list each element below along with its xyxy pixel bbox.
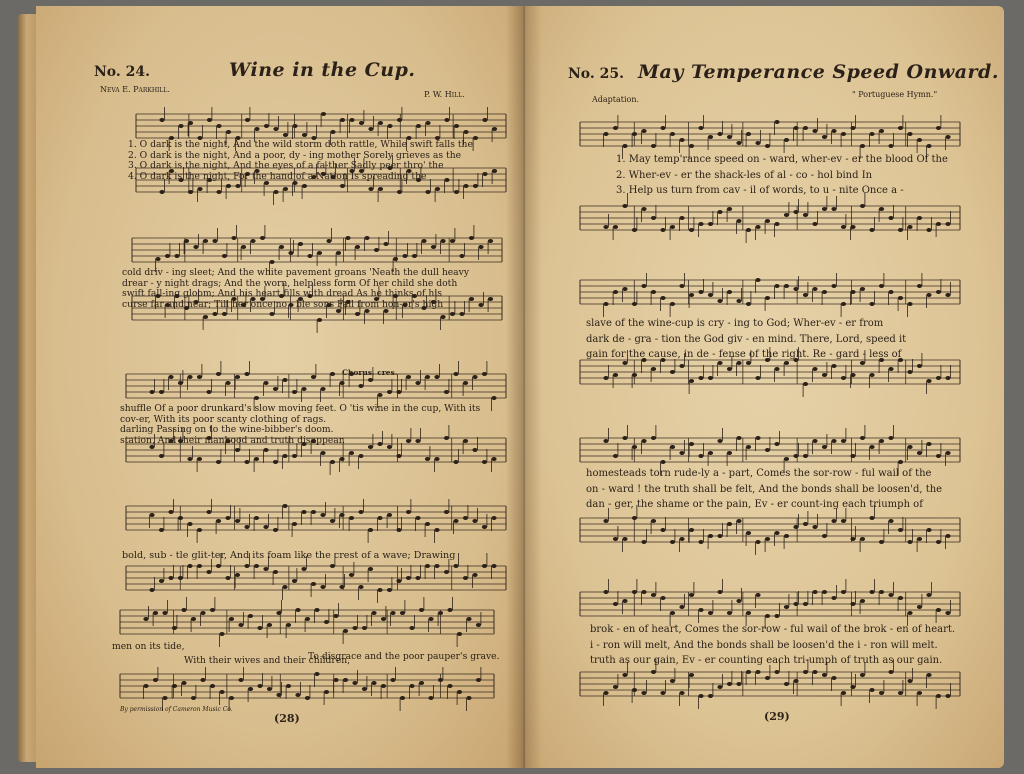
lyric-line: 1. O dark is the night, And the wild storm doth rattle, While swift falls the [128, 139, 473, 150]
lyrics-system-3 [586, 466, 942, 513]
page-number: (28) [274, 712, 300, 725]
lyric-line: To disgrace and the poor pauper's grave. [308, 651, 500, 662]
lyrics-system-2 [586, 316, 906, 363]
lyric-line: With their wives and their children, [184, 655, 351, 666]
lyrics-system-5 [112, 641, 500, 666]
lyric-line: i - ron will melt, And the bonds shall be loosen'd the i - ron will melt. [590, 639, 938, 651]
staff [126, 499, 506, 543]
lyric-line: dark de - gra - tion the God giv - en mind. There, Lord, speed it [586, 333, 907, 345]
staff [120, 597, 494, 647]
lyric-line: cold driv - ing sleet; And the white pavement groans 'Neath the dull heavy [122, 267, 470, 278]
lyric-line: bold, sub - tle glit-ter, And its foam like the crest of a wave; Drawing [122, 550, 456, 561]
book-gutter [506, 6, 542, 768]
lyrics-system-2 [122, 268, 469, 310]
hymn-title: May Temperance Speed Onward. [638, 61, 999, 83]
staff [580, 505, 960, 555]
open-hymnal [18, 6, 1006, 768]
lyric-line: slave of the wine-cup is cry - ing to God; Wher-ev - er from [586, 318, 884, 329]
staff [580, 273, 960, 317]
tune-name: " Portuguese Hymn." [852, 90, 938, 99]
permission-credit: By permission of Cameron Music Co. [120, 706, 233, 713]
lyric-line: 3. Help us turn from cav - il of words, to u - nite Once a - [616, 185, 904, 196]
lyric-line: swift fall-ing gloom; And his heart fills with dread As he thinks of his [122, 288, 442, 300]
lyric-line: curse far and near; Till her once no - ble sons Fall from hon-or's high [122, 298, 444, 310]
lyric-line: 4. O dark is the night, For the hand of a Nation Is spreading the [128, 170, 427, 182]
author-credit: Neva E. Parkhill. [100, 85, 170, 94]
lyrics-system-1 [616, 152, 948, 199]
lyrics-system-4 [590, 622, 955, 669]
lyric-line: station, And their manhood and truth disappear. [120, 434, 346, 446]
composer-credit: P. W. Hill. [424, 90, 465, 99]
left-page [36, 6, 524, 768]
staff [120, 667, 494, 711]
lyrics-system-4 [122, 551, 455, 562]
lyric-line: truth as our gain, Ev - er counting each tri-umph of truth as our gain. [590, 655, 943, 666]
lyric-line: 1. May temp'rance speed on - ward, wher-ev - er the blood Of the [616, 154, 948, 165]
lyric-line: drear - y night drags; And the worn, helpless form Of her child she doth [122, 277, 458, 289]
lyric-line: men on its tide, [112, 641, 185, 652]
lyric-line: dan - ger, the shame or the pain, Ev - er count-ing each triumph of [586, 499, 923, 510]
hymn-title: Wine in the Cup. [229, 59, 416, 81]
right-page [524, 6, 1004, 768]
lyric-line: 2. Wher-ev - er the shack-les of al - co - hol bind In [616, 169, 873, 181]
chorus-label: Chorus. cres. [342, 368, 398, 377]
arranger-credit: Adaptation. [592, 95, 640, 104]
lyric-line: darling Passing on to the wine-bibber's doom. [120, 424, 334, 436]
lyric-line: on - ward ! the truth shall be felt, And the bonds shall be loosen'd, the [586, 483, 943, 495]
lyric-line: 2. O dark is the night, And a poor, dy - ing mother Sorely grieves as the [128, 149, 462, 161]
lyric-line: brok - en of heart, Comes the sor-row - ful wail of the brok - en of heart. [590, 624, 956, 635]
staff [580, 193, 960, 243]
lyrics-system-1 [128, 140, 473, 182]
lyrics-system-3 [120, 404, 480, 446]
lyric-line: cov-er, With its poor scanty clothing of rags. [120, 413, 327, 425]
lyric-line: homesteads torn rude-ly a - part, Comes the sor-row - ful wail of the [586, 468, 932, 479]
hymn-number: No. 25. [568, 66, 624, 82]
lyric-line: shuffle Of a poor drunkard's slow moving feet. O 'tis wine in the cup, With its [120, 403, 481, 414]
lyric-line: 3. O dark is the night, And the eyes of a fa-ther Sadly peer thro' the [128, 160, 444, 172]
page-number: (29) [764, 710, 790, 723]
hymn-number: No. 24. [94, 64, 150, 80]
lyric-line: gain for the cause, in de - fense of the right. Re - gard - less of [586, 349, 902, 360]
